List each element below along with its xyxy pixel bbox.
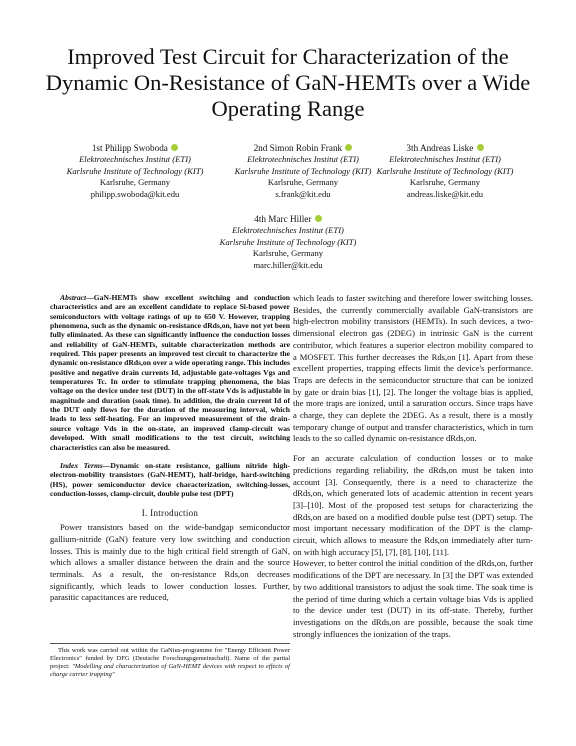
orcid-icon[interactable] — [315, 215, 322, 222]
abstract-text: —GaN-HEMTs show excellent switching and conduction characteristics and are an excellent candidate to replace Si-based power semiconductors with voltage ratings of up to 650 V. However, trapping phenomena, such as the dynamic on-resistance dRds,on, have not yet been fully eliminated. As these can significantly influence the conduction losses and reliability of GaN-HEMTs, suitable characterization methods are required. This paper presents an improved test circuit to characterize the dynamic on-resistance dRds,on over a wide operating range. This includes positive and negative drain currents Id, adjustable gate-voltages Vgs and temperatures Tc. In order to stimulate trapping phenomena, the bias voltage on the device under test (DUT) in the off-state Vds is adjustable in magnitude and duration (soak time). In addition, the drain current Id of the DUT only flows for the duration of the measuring interval, which leads to less self-heating. For an improved measurement of the drain-source voltage Vds in the on-state, an improved clamp-circuit was developed. With small modifications to the test circuit, switching characteristics can also be measured. — [50, 293, 290, 452]
author-name: 4th Marc Hiller — [254, 214, 312, 224]
author-email[interactable]: andreas.liske@kit.edu — [406, 188, 484, 199]
author-block-3 — [360, 143, 530, 200]
author-name: 2nd Simon Robin Frank — [253, 143, 343, 153]
author-affiliation: Elektrotechnisches Institut (ETI) — [247, 154, 359, 165]
author-university: Karlsruhe Institute of Technology (KIT) — [219, 236, 357, 247]
paper-title: Improved Test Circuit for Characterization of the Dynamic On-Resistance of GaN-HEMTs over a Wide Operating Range — [45, 44, 531, 121]
author-block-4 — [203, 214, 373, 271]
footnote-text: This work was carried out within the GaNius-programme for "Energy Efficient Power Electronics" funded by DFG (Deutsche Forschungsgemeinschaft). Name of the partial project: — [50, 647, 290, 670]
author-affiliation: Elektrotechnisches Institut (ETI) — [232, 225, 344, 236]
author-name: 3th Andreas Liske — [406, 143, 474, 153]
intro-paragraph: Power transistors based on the wide-bandgap semiconductor gallium-nitride (GaN) feature very low switching and conduction losses. This is mainly due to the high critical field strength of GaN, which allows a smaller distance between the drain and the source terminals. As a result, the on-resistance Rds,on decreases significantly, which leads to lower conduction losses. Further, parasitic capacitances are reduced, — [50, 522, 290, 603]
body-paragraph: which leads to faster switching and therefore lower switching losses. Besides, the currently commercially available GaN-transistors are high-electron mobility transistors (HEMTs). In such devices, a two-dimensional electron gas (2DEG) in intrinsic GaN is the current contributor, which features a superior electron mobility compared to a MOSFET. This further decreases the Rds,on [1]. Apart from these excellent properties, trapping effects limit the device's performance. Traps are defects in the semiconductor structure that can be ionized by gate or drain bias [1], [2]. The longer the voltage bias is applied, the more traps are ionized, until a saturation occurs. Since traps have a charge, they can deplete the 2DEG. As a result, there is a mostly temporary change of output and transfer characteristics, which in turn leads to the so called dynamic on-resistance dRds,on. — [293, 293, 533, 444]
orcid-icon[interactable] — [345, 144, 352, 151]
author-name: 1st Philipp Swoboda — [91, 143, 168, 153]
author-email[interactable]: philipp.swoboda@kit.edu — [90, 188, 180, 199]
author-email[interactable]: marc.hiller@kit.edu — [253, 259, 323, 270]
author-affiliation: Elektrotechnisches Institut (ETI) — [389, 154, 501, 165]
section-heading: I. Introduction — [141, 508, 199, 519]
footnote — [50, 643, 290, 679]
orcid-icon[interactable] — [171, 144, 178, 151]
author-email[interactable]: s.frank@kit.edu — [275, 188, 331, 199]
footnote-project: "Modelling and characterization of GaN-HEMT devices with respect to effects of charge carrier trapping" — [50, 663, 290, 678]
author-block-1 — [50, 143, 220, 200]
author-university: Karlsruhe Institute of Technology (KIT) — [376, 165, 514, 176]
abstract — [50, 293, 290, 452]
left-column — [50, 293, 290, 604]
body-paragraph: For an accurate calculation of conduction losses or to make predictions regarding reliability, the dRds,on must be taken into account [3]. Consequently, there is a need to characterize the dRds,on, which generated lots of academic attention in recent years [3]–[10]. Most of the proposed test setups for characterizing the dRds,on are based on a modified double pulse test (DPT) setup. The most important necessary modification of the DPT is the clamp-circuit, which allows to measure the Rds,on immediately after turn-on with high accuracy [5], [7], [8], [10], [11]. — [293, 453, 533, 557]
orcid-icon[interactable] — [477, 144, 484, 151]
author-city: Karlsruhe, Germany — [267, 177, 339, 188]
index-terms-text: —Dynamic on-state resistance, gallium nitride high-electron-mobility transistors (GaN-HEMT), half-bridge, hard-switching (HS), power semiconductor device characterization, switching-losses, conduction-losses, clamp-circuit, double pulse test (DPT) — [50, 460, 291, 498]
index-terms — [50, 461, 290, 498]
abstract-label: Abstract — [60, 293, 87, 302]
author-affiliation: Elektrotechnisches Institut (ETI) — [79, 154, 191, 165]
author-city: Karlsruhe, Germany — [252, 248, 324, 259]
author-city: Karlsruhe, Germany — [409, 177, 481, 188]
index-terms-label: Index Terms — [60, 460, 103, 470]
author-city: Karlsruhe, Germany — [99, 177, 171, 188]
body-paragraph: However, to better control the initial condition of the dRds,on, further modifications of the DPT are necessary. In [3] the DPT was extended by two additional transistors to adjust the soak time. The soak time is the period of time during which a certain voltage bias Vds is applied to the device under test (DUT) in its off-state. Thereby, further investigations on the dRds,on are possible, because the soak time strongly influences the ionization of the traps. — [293, 558, 533, 639]
right-column — [293, 293, 533, 640]
author-university: Karlsruhe Institute of Technology (KIT) — [66, 165, 204, 176]
author-university: Karlsruhe Institute of Technology (KIT) — [234, 165, 372, 176]
